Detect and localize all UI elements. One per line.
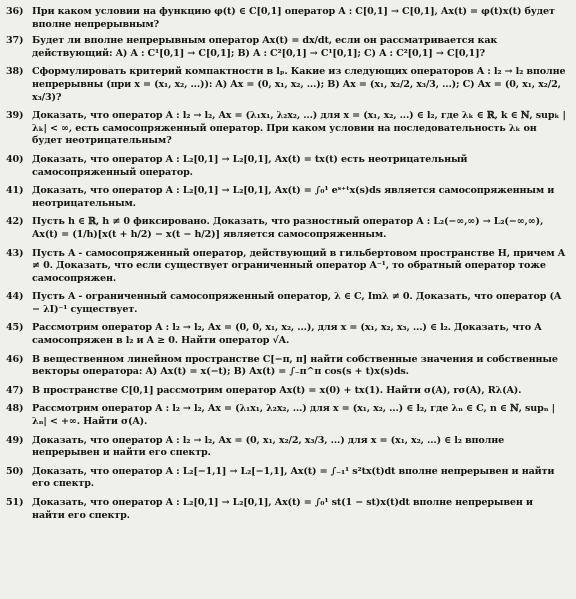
problem-38 <box>6 66 569 104</box>
problem-text: Доказать, что оператор A : L₂[−1,1] → L₂[−1,1], Ax(t) = ∫₋₁¹ s²tx(t)dt вполне непрерывен и найти его спектр. <box>32 465 558 490</box>
problem-47 <box>6 385 566 398</box>
problem-text: Доказать, что оператор A : L₂[0,1] → L₂[0,1], Ax(t) = ∫₀¹ st(1 − st)x(t)dt вполне непрерывен и найти его спектр. <box>32 497 537 521</box>
problem-number: 40) <box>6 153 24 165</box>
problem-text: Доказать, что оператор A : L₂[0,1] → L₂[0,1], Ax(t) = tx(t) есть неотрицательный самосопряженный оператор. <box>32 153 471 178</box>
problem-39 <box>6 110 566 148</box>
problem-number: 47) <box>6 384 24 396</box>
problem-text: Пусть A - самосопряженный оператор, действующий в гильбертовом пространстве H, причем A ≠ 0. Доказать, что если существует ограниченный оператор A⁻¹, то обратный оператор тоже самосопряжен. <box>32 247 569 284</box>
problem-number: 38) <box>6 66 24 78</box>
problem-text: Рассмотрим оператор A : l₂ → l₂, Ax = (λ₁x₁, λ₂x₂, ...) для x = (x₁, x₂, ...) ∈ l₂, где λₙ ∈ C, n ∈ ℕ, supₙ |λₙ| < +∞. Найти σ(A). <box>32 403 556 428</box>
problem-37 <box>6 35 566 60</box>
problem-text: Сформулировать критерий компактности в lₚ. Какие из следующих операторов A : l₂ → l₂ вполне непрерывны (при x = (x₁, x₂, ...)): A) Ax = (0, x₁, x₂, ...); B) Ax = (x₁, x₂/2, x₃/3, ...); C) Ax = (0, x₁, x₂/2, x₃/3)? <box>32 66 569 103</box>
problem-number: 43) <box>6 247 24 259</box>
problem-text: Пусть A - ограниченный самосопряженный оператор, λ ∈ C, Imλ ≠ 0. Доказать, что оператор (A − λI)⁻¹ существует. <box>32 291 565 315</box>
problem-46 <box>6 354 566 379</box>
problem-number: 51) <box>6 497 24 508</box>
problem-42 <box>6 216 566 241</box>
problem-number: 36) <box>6 6 24 17</box>
problem-text: Будет ли вполне непрерывным оператор Ax(t) = dx/dt, если он рассматривается как действующий: A) A : C¹[0,1] → C[0,1]; B) A : C²[0,1] → C¹[0,1]; C) A : C²[0,1] → C[0,1]? <box>32 35 501 59</box>
problem-number: 39) <box>6 110 24 122</box>
problem-text: Пусть h ∈ ℝ, h ≠ 0 фиксировано. Доказать, что разностный оператор A : L₂(−∞,∞) → L₂(−∞,∞), Ax(t) = (1/h)[x(t + h/2) − x(t − h/2)] является самосопряженным. <box>32 216 547 240</box>
problem-40 <box>6 154 566 179</box>
problem-number: 45) <box>6 322 24 334</box>
problem-text: При каком условии на функцию φ(t) ∈ C[0,1] оператор A : C[0,1] → C[0,1], Ax(t) = φ(t)x(t) будет вполне непрерывным? <box>32 6 558 30</box>
problem-number: 37) <box>6 35 24 47</box>
problem-text: Рассмотрим оператор A : l₂ → l₂, Ax = (0, 0, x₁, x₂, ...), для x = (x₁, x₂, x₃, ...) ∈ l₂. Доказать, что A самосопряжен в l₂ и A ≥ 0. Найти оператор √A. <box>32 322 545 347</box>
problem-text: Доказать, что оператор A : l₂ → l₂, Ax = (λ₁x₁, λ₂x₂, ...) для x = (x₁, x₂, ...) ∈ l₂, где λₖ ∈ ℝ, k ∈ ℕ, supₖ |λₖ| < ∞, есть самосопряженный оператор. При каком условии на последовательность λₖ он будет неотрицательным? <box>32 110 566 147</box>
problem-number: 42) <box>6 216 24 228</box>
problem-43 <box>6 247 569 286</box>
problem-text: Доказать, что оператор A : L₂[0,1] → L₂[0,1], Ax(t) = ∫₀¹ eˢ⁺ᵗx(s)ds является самосопряженным и неотрицательным. <box>32 185 558 209</box>
problem-number: 49) <box>6 434 24 446</box>
problem-number: 41) <box>6 185 24 197</box>
problem-number: 48) <box>6 403 24 415</box>
problem-text: В пространстве C[0,1] рассмотрим оператор Ax(t) = x(0) + tx(1). Найти σ(A), rσ(A), Rλ(A). <box>32 384 522 396</box>
problem-51 <box>6 497 566 522</box>
problem-50 <box>6 466 566 491</box>
problem-number: 46) <box>6 353 24 365</box>
problem-44 <box>6 291 566 316</box>
problem-41 <box>6 185 566 210</box>
problem-49 <box>6 435 566 460</box>
problem-number: 44) <box>6 291 24 303</box>
problem-text: Доказать, что оператор A : l₂ → l₂, Ax = (0, x₁, x₂/2, x₃/3, ...) для x = (x₁, x₂, ...) ∈ l₂ вполне непрерывен и найти его спектр. <box>32 434 508 459</box>
problem-number: 50) <box>6 465 24 477</box>
problem-48 <box>6 403 566 428</box>
problem-text: В вещественном линейном пространстве C[−π, π] найти собственные значения и собственные векторы оператора: A) Ax(t) = x(−t); B) Ax(t) = ∫₋π^π cos(s + t)x(s)ds. <box>32 353 561 378</box>
problem-45 <box>6 322 566 347</box>
problem-36 <box>6 6 566 31</box>
